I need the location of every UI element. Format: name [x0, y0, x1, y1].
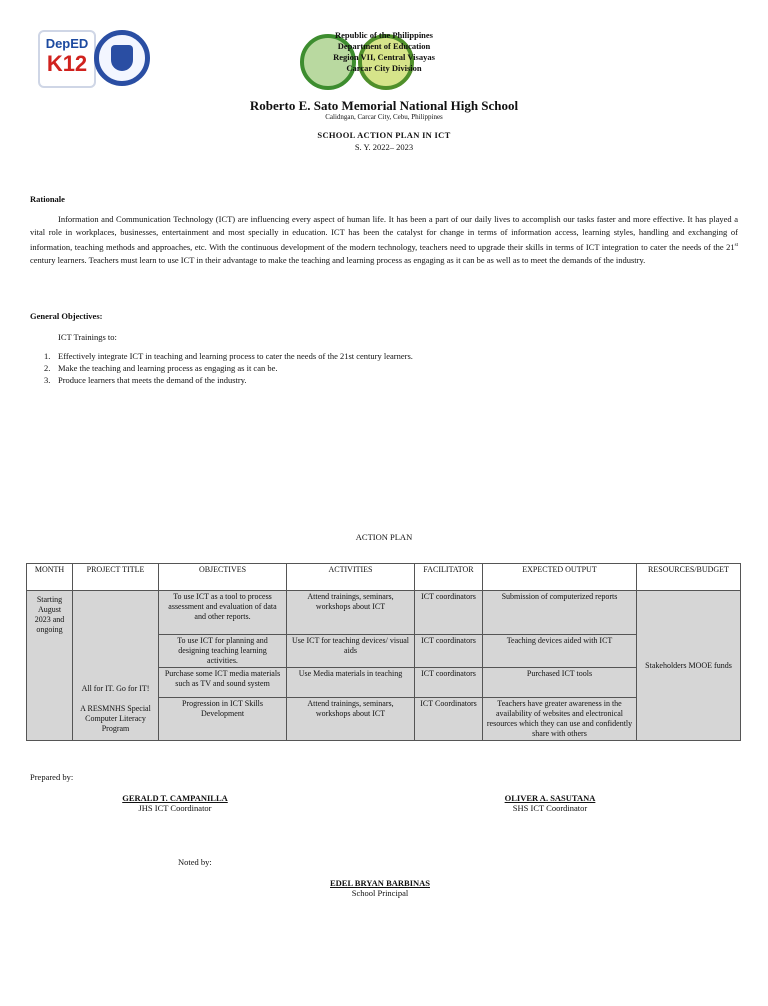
- activity-cell: Attend trainings, seminars, workshops about ICT: [287, 591, 415, 635]
- signer-name: GERALD T. CAMPANILLA: [122, 793, 228, 803]
- deped-logo-text: DepED: [45, 36, 89, 51]
- facilitator-cell: ICT coordinators: [415, 591, 483, 635]
- plan-title: SCHOOL ACTION PLAN IN ICT: [317, 130, 451, 140]
- project-title-main: All for IT. Go for IT!: [81, 684, 150, 693]
- output-cell: Submission of computerized reports: [483, 591, 637, 635]
- k12-logo-text: K12: [46, 51, 88, 76]
- rationale-text: Information and Communication Technology (ICT) are influencing every aspect of human life. It has been a part of our daily lives to accomplish our tasks faster and more effective. It has played a vital role in workplaces, businesses, entertainment and most specially in education. ICT has been the catalyst for change in terms of information access, learning styles, handling and exchanging of information, teaching methods and approaches, etc. With the continuous development of the modern technology, teachers need to upgrade their skills in terms of ICT integration to cater the needs of the 21st century learners. Teachers must learn to use ICT in their advantage to make the teaching and learning process as engaging as it can be as well as to meet the demands of the industry.: [30, 214, 738, 265]
- table-row: [27, 591, 741, 635]
- header-month: MONTH: [27, 564, 73, 591]
- signer-role: SHS ICT Coordinator: [512, 803, 588, 813]
- project-title-cell: [73, 591, 159, 741]
- school-name: Roberto E. Sato Memorial National High School: [249, 98, 519, 113]
- header-activities: ACTIVITIES: [287, 564, 415, 591]
- objective-cell: To use ICT for planning and designing teaching learning activities.: [159, 635, 287, 668]
- header-resources: RESOURCES/BUDGET: [637, 564, 741, 591]
- action-plan-title: ACTION PLAN: [355, 532, 413, 542]
- school-year: S. Y. 2022– 2023: [354, 142, 414, 152]
- facilitator-cell: ICT coordinators: [415, 668, 483, 698]
- facilitator-cell: ICT coordinators: [415, 635, 483, 668]
- header-facilitator: FACILITATOR: [415, 564, 483, 591]
- objectives-intro: ICT Trainings to:: [58, 332, 117, 342]
- school-address: Calidngan, Carcar City, Cebu, Philippines: [325, 113, 443, 121]
- header-project-title: PROJECT TITLE: [73, 564, 159, 591]
- header-department: Department of Education: [337, 41, 431, 51]
- objective-cell: Progression in ICT Skills Development: [159, 698, 287, 741]
- prepared-by-label: Prepared by:: [30, 772, 74, 782]
- header-region: Region VII, Central Visayas: [333, 52, 435, 62]
- activity-cell: Use ICT for teaching devices/ visual aids: [287, 635, 415, 668]
- signer-role: JHS ICT Coordinator: [138, 803, 212, 813]
- header-republic: Republic of the Philippines: [334, 30, 433, 40]
- output-cell: Teaching devices aided with ICT: [483, 635, 637, 668]
- header-expected-output: EXPECTED OUTPUT: [483, 564, 637, 591]
- signer-name: OLIVER A. SASUTANA: [504, 793, 596, 803]
- month-cell: Starting August 2023 and ongoing: [27, 591, 73, 741]
- objective-cell: To use ICT as a tool to process assessment and evaluation of data and other reports.: [159, 591, 287, 635]
- objectives-list: [30, 350, 730, 386]
- activity-cell: Use Media materials in teaching: [287, 668, 415, 698]
- list-item: 1. Effectively integrate ICT in teaching and learning process to cater the needs of the 21st century learners.: [44, 351, 413, 361]
- facilitator-cell: ICT Coordinators: [415, 698, 483, 741]
- signature-block-principal: [300, 878, 460, 898]
- project-title-sub: A RESMNHS Special Computer Literacy Program: [80, 704, 151, 733]
- list-item: 2. Make the teaching and learning process as engaging as it can be.: [44, 363, 278, 373]
- output-cell: Purchased ICT tools: [483, 668, 637, 698]
- signer-role: School Principal: [351, 888, 409, 898]
- signer-name: EDEL BRYAN BARBINAS: [330, 878, 430, 888]
- output-cell: Teachers have greater awareness in the availability of websites and electronical resources which they can use and confidently share with others: [483, 698, 637, 741]
- resources-cell: Stakeholders MOOE funds: [637, 591, 741, 741]
- header-division: Carcar City Division: [346, 63, 422, 73]
- signature-block-jhs: [100, 793, 250, 813]
- list-item: 3. Produce learners that meets the demand of the industry.: [44, 375, 247, 385]
- table-header-row: [27, 564, 741, 591]
- header-objectives: OBJECTIVES: [159, 564, 287, 591]
- objectives-heading: General Objectives:: [30, 311, 103, 321]
- activity-cell: Attend trainings, seminars, workshops about ICT: [287, 698, 415, 741]
- noted-by-label: Noted by:: [178, 857, 212, 867]
- rationale-heading: Rationale: [30, 194, 65, 204]
- action-plan-table: [26, 563, 741, 741]
- signature-block-shs: [480, 793, 620, 813]
- objective-cell: Purchase some ICT media materials such as TV and sound system: [159, 668, 287, 698]
